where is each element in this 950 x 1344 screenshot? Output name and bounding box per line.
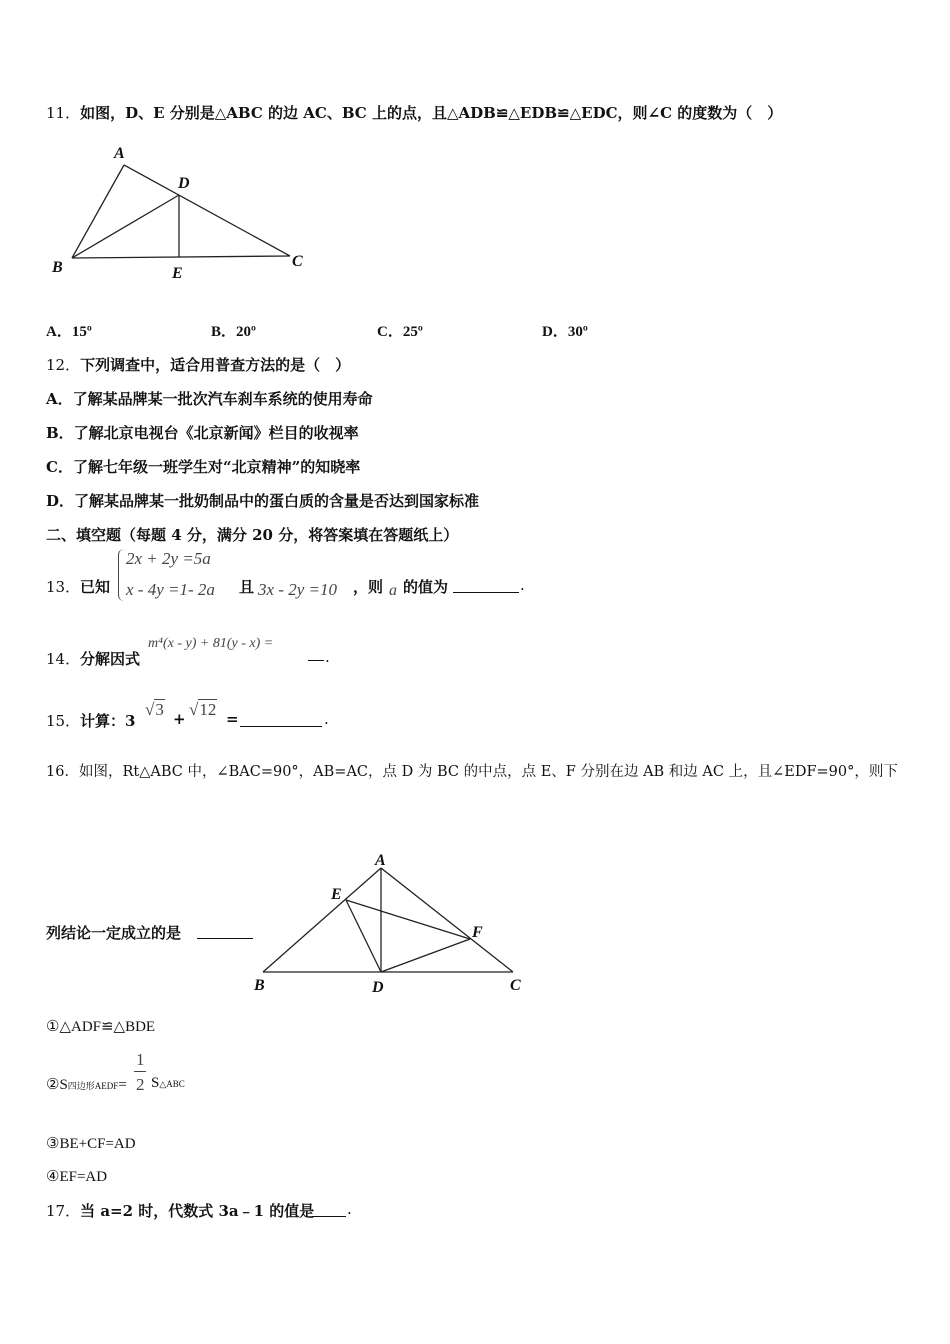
q17-stem (46, 1200, 314, 1221)
q13-value-of: 的值为 (403, 578, 449, 596)
q15-radicand-1: 3 (155, 700, 164, 719)
q13-and: 且 (239, 578, 255, 596)
q16-continuation: 列结论一定成立的是 (46, 924, 182, 942)
q15-radicand-2: 12 (199, 700, 217, 719)
q11-label-d: D (178, 175, 190, 192)
q16-stem (46, 760, 898, 781)
q15-answer-blank[interactable] (240, 712, 322, 727)
q11-figure (40, 138, 330, 288)
q16-label-b: B (254, 977, 265, 994)
q11-option-d[interactable]: D．30º (542, 324, 588, 340)
q16-item-2 (46, 1075, 127, 1094)
q16-fraction-numerator: 1 (136, 1050, 145, 1069)
q17-text: 当 a=2 时，代数式 3a﹣1 的值是 (80, 1202, 315, 1220)
q12-text: 下列调查中，适合用普查方法的是（ ） (80, 356, 351, 374)
q13-equation-1: 2x + 2y =5a (126, 549, 211, 568)
q16-label-e: E (331, 886, 342, 903)
q16-label-c: C (510, 977, 521, 994)
q15-equals: = (226, 710, 239, 728)
q17-period: . (347, 1200, 352, 1218)
q16-label-f: F (472, 924, 483, 941)
q14-number: 14． (46, 650, 81, 668)
q16-item-2-sub2: △ABC (159, 1079, 185, 1089)
q16-item-2-sub1: 四边形AEDF (67, 1081, 119, 1091)
q16-item-2-area (151, 1075, 185, 1092)
q15-radical-icon-1: √ (145, 700, 155, 719)
q15-plus: + (173, 710, 186, 728)
q16-item-2-prefix: ②S (46, 1077, 68, 1093)
q16-item-2-s: S (151, 1075, 160, 1091)
q16-item-4: ④EF=AD (46, 1169, 108, 1185)
section-2-heading: 二、填空题（每题 4 分，满分 20 分，将答案填在答题纸上） (46, 526, 459, 544)
q11-label-e: E (172, 265, 183, 282)
q11-stem (46, 102, 782, 123)
q12-option-a[interactable]: A．了解某品牌某一批次汽车刹车系统的使用寿命 (46, 390, 373, 408)
q13-variable: a (389, 582, 397, 599)
q12-option-b[interactable]: B．了解北京电视台《北京新闻》栏目的收视率 (46, 424, 359, 442)
q16-label-d: D (372, 979, 384, 996)
q12-option-c[interactable]: C．了解七年级一班学生对“北京精神”的知晓率 (46, 458, 361, 476)
q11-label-a: A (114, 145, 125, 162)
q16-item-2-eq: = (118, 1077, 127, 1093)
q11-text: 如图，D、E 分别是△ABC 的边 AC、BC 上的点，且△ADB≌△EDB≌△EDC，则∠C 的度数为（ ） (80, 104, 783, 122)
q13-answer-blank[interactable] (453, 578, 519, 593)
q13-number: 13． (46, 578, 81, 596)
q11-number: 11． (46, 104, 81, 122)
q16-fraction-denominator: 2 (136, 1075, 145, 1094)
q17-answer-blank[interactable] (312, 1202, 346, 1217)
q15-prefix: 计算：3 (80, 712, 136, 730)
q16-item-3: ③BE+CF=AD (46, 1136, 136, 1152)
q14-prefix: 分解因式 (80, 650, 141, 668)
q16-fraction-bar (134, 1071, 146, 1072)
q15-sqrt-3 (145, 700, 165, 720)
q13-prefix: 已知 (80, 578, 111, 596)
q13-period: . (520, 576, 525, 594)
q16-number: 16． (46, 764, 79, 780)
q16-item-1: ①△ADF≌△BDE (46, 1019, 156, 1035)
q16-figure (245, 848, 535, 998)
q13-then: ，则 (353, 578, 384, 596)
q17-number: 17． (46, 1202, 81, 1220)
q12-number: 12． (46, 356, 81, 374)
q12-stem (46, 354, 350, 375)
q13-brace (118, 549, 125, 601)
q11-label-b: B (52, 259, 63, 276)
q11-option-a[interactable]: A．15º (46, 324, 92, 340)
q11-label-c: C (292, 253, 303, 270)
q14-expression: m⁴(x - y) + 81(y - x) = (148, 636, 274, 651)
q13-equation-2: x - 4y =1- 2a (126, 580, 215, 599)
q15-number: 15． (46, 712, 81, 730)
q14-period: . (325, 648, 330, 666)
q12-option-d[interactable]: D．了解某品牌某一批奶制品中的蛋白质的含量是否达到国家标准 (46, 492, 480, 510)
q14-answer-blank[interactable] (308, 646, 324, 661)
q16-label-a: A (375, 852, 386, 869)
q15-radical-icon-2: √ (189, 700, 199, 719)
q11-option-c[interactable]: C．25º (377, 324, 423, 340)
q16-text: 如图，Rt△ABC 中，∠BAC=90°，AB=AC，点 D 为 BC 的中点，点 E、F 分别在边 AB 和边 AC 上，且∠EDF=90°，则下 (78, 764, 898, 780)
q11-option-b[interactable]: B．20º (211, 324, 256, 340)
q16-answer-blank[interactable] (197, 924, 253, 939)
q15-period: . (324, 710, 329, 728)
q15-sqrt-12 (189, 700, 217, 720)
q13-equation-3: 3x - 2y =10 (258, 580, 337, 599)
